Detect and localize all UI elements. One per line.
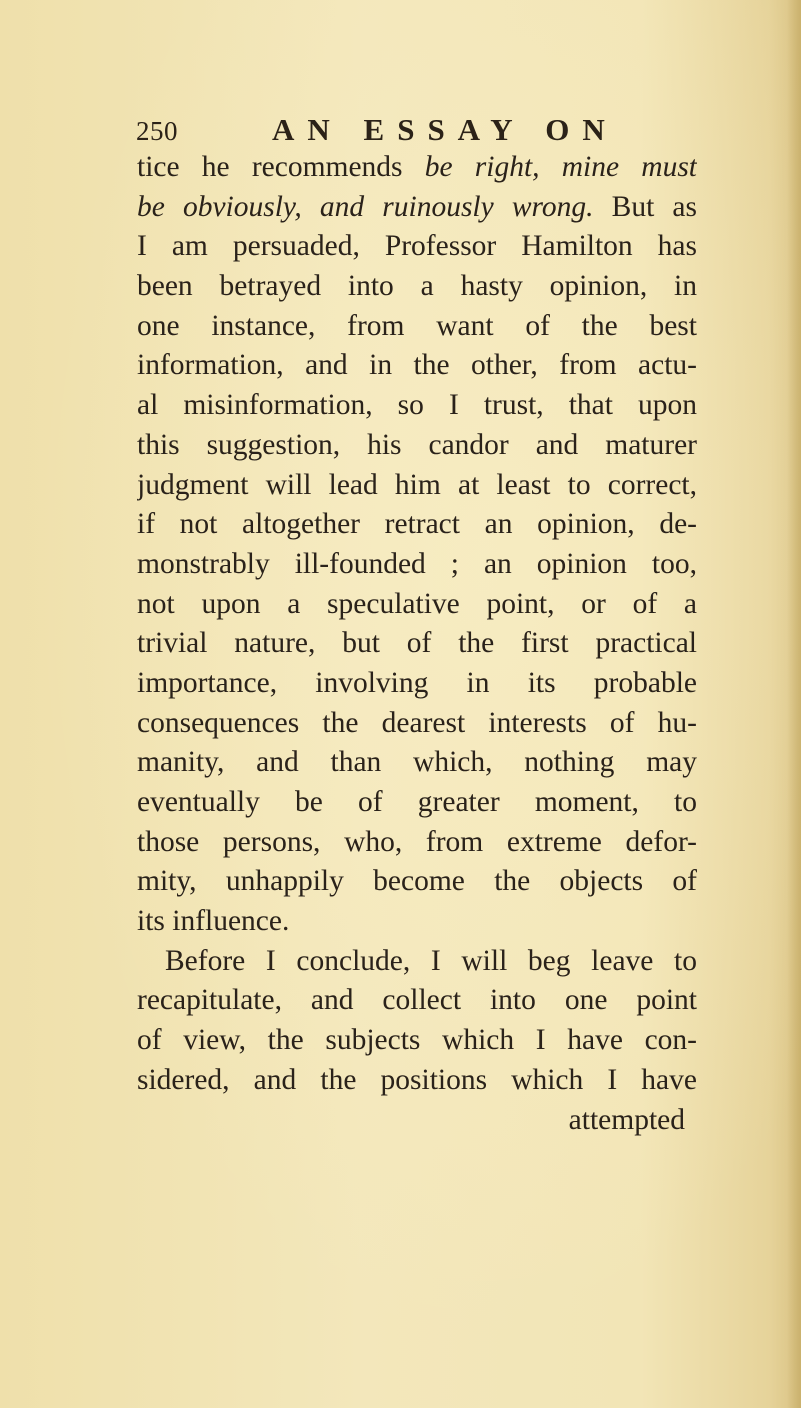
page-header (136, 112, 696, 152)
text-line: not upon a speculative point, or of a (137, 587, 697, 620)
text-line: its influence. (137, 905, 290, 938)
text-line: consequences the dearest interests of hu- (137, 706, 697, 739)
text-line: recapitulate, and collect into one point (137, 984, 697, 1017)
text-line: this suggestion, his candor and maturer (137, 428, 697, 461)
text-line: of view, the subjects which I have con- (137, 1024, 697, 1057)
text-line: been betrayed into a hasty opinion, in (137, 270, 697, 303)
running-head: AN ESSAY ON (272, 112, 618, 147)
text-line: tice he recommends be right, mine must (137, 151, 697, 183)
text-line: importance, involving in its probable (137, 666, 697, 699)
page-number: 250 (136, 116, 178, 146)
text-line: al misinformation, so I trust, that upon (137, 389, 697, 422)
text-line: Before I conclude, I will beg leave to (165, 944, 697, 977)
text-line: monstrably ill-founded ; an opinion too, (137, 547, 697, 580)
text-line: trivial nature, but of the first practical (137, 627, 697, 660)
body-text (137, 148, 697, 1140)
text-line: one instance, from want of the best (137, 309, 697, 342)
page-edge-shadow (787, 0, 801, 1408)
catchword: attempted (568, 1103, 685, 1136)
text-line: if not altogether retract an opinion, de- (137, 508, 697, 541)
text-line: mity, unhappily become the objects of (137, 865, 697, 898)
text-line: be obviously, and ruinously wrong. But as (137, 190, 697, 223)
text-line: I am persuaded, Professor Hamilton has (137, 230, 697, 263)
text-line: eventually be of greater moment, to (137, 786, 697, 818)
text-line: sidered, and the positions which I have (137, 1063, 697, 1096)
text-line: information, and in the other, from actu- (137, 349, 697, 382)
text-line: manity, and than which, nothing may (137, 746, 697, 779)
text-line: those persons, who, from extreme defor- (137, 825, 697, 858)
text-line: judgment will lead him at least to correct, (137, 468, 697, 501)
